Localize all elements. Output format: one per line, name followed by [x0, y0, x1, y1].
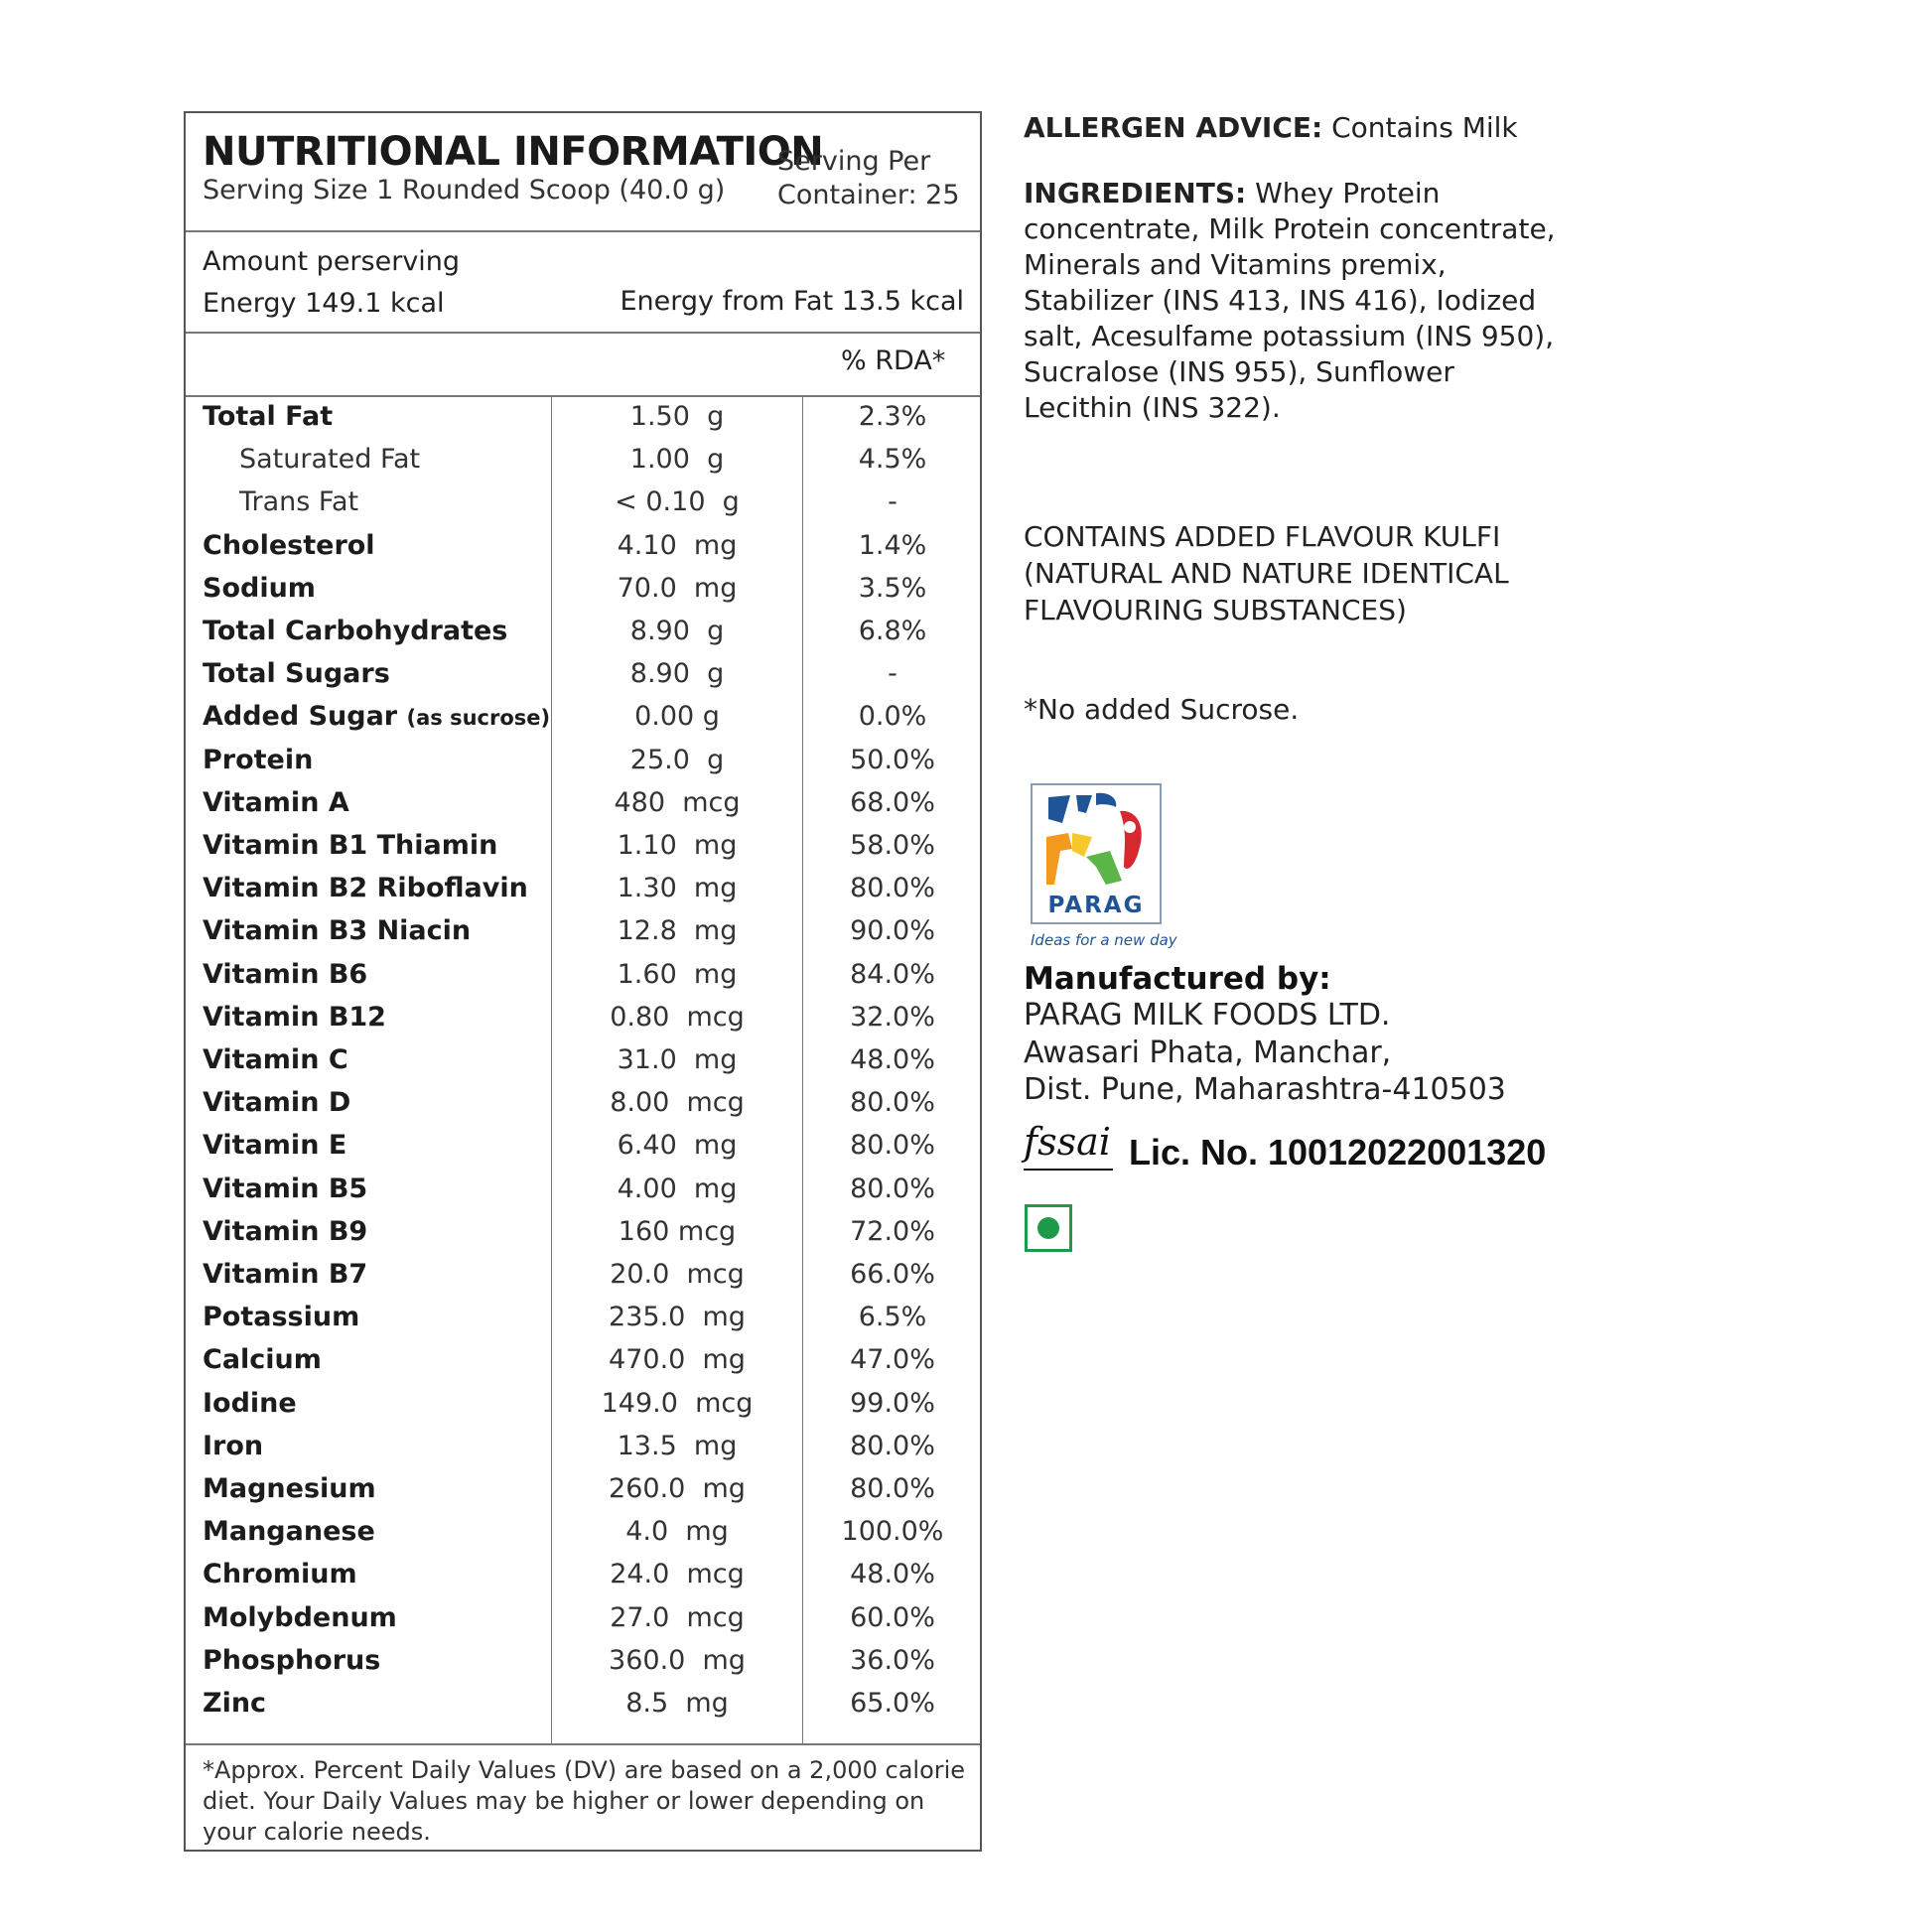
vegetarian-dot	[1037, 1217, 1059, 1239]
nutrient-amount: 0.80 mcg	[610, 1001, 745, 1033]
nutrient-name-text: Molybdenum	[203, 1601, 397, 1633]
nutrient-name-text: Vitamin B9	[203, 1215, 368, 1247]
nutrient-name	[203, 824, 497, 867]
nutrient-amount: 160 mcg	[618, 1215, 737, 1247]
nutrient-rda: 0.0%	[858, 701, 927, 733]
nutrient-name-text: Manganese	[203, 1516, 375, 1548]
nutrient-amount: 1.10 mg	[617, 830, 738, 861]
nutrient-row	[186, 1639, 980, 1682]
nutrient-amount: 1.30 mg	[617, 873, 738, 904]
nutrient-amount: 360.0 mg	[609, 1644, 746, 1676]
nutrient-name-text: Vitamin B6	[203, 958, 368, 990]
nutrient-row	[186, 695, 980, 738]
flavour-note: CONTAINS ADDED FLAVOUR KULFI (NATURAL AND NATURE IDENTICAL FLAVOURING SUBSTANCES)	[1024, 520, 1509, 626]
allergen-advice	[1024, 111, 1518, 144]
nutrient-name	[203, 1253, 367, 1296]
nutrient-name	[203, 781, 349, 824]
nutrient-name	[203, 909, 471, 952]
nutrient-name-text: Calcium	[203, 1344, 322, 1376]
nutrient-rda: 80.0%	[850, 1473, 935, 1504]
nutrient-rda: 32.0%	[850, 1001, 935, 1033]
nutrient-name-text: Vitamin A	[203, 786, 349, 818]
nutrient-name	[203, 1425, 263, 1467]
nutrient-rda: 80.0%	[850, 1430, 935, 1461]
allergen-label: ALLERGEN ADVICE:	[1024, 111, 1323, 144]
nutrient-row	[186, 1596, 980, 1639]
nutrient-name	[203, 524, 375, 567]
nutrient-rda: 68.0%	[850, 786, 935, 818]
nutrient-name	[203, 1682, 266, 1725]
manufacturer-label: Manufactured by:	[1024, 961, 1331, 997]
sucrose-note: *No added Sucrose.	[1024, 693, 1300, 726]
rda-column-header: % RDA*	[841, 345, 946, 376]
nutrient-rda: 72.0%	[850, 1215, 935, 1247]
rda-header-row	[186, 332, 980, 397]
nutrient-amount: 260.0 mg	[609, 1473, 746, 1504]
nutrient-amount: 12.8 mg	[617, 915, 738, 947]
energy-from-fat: Energy from Fat 13.5 kcal	[620, 286, 964, 317]
nutrient-name	[203, 996, 386, 1038]
servings-per-line1: Serving Per	[777, 146, 931, 177]
nutrient-name	[203, 739, 313, 781]
fssai-underline	[1024, 1169, 1113, 1171]
nutrient-row	[186, 481, 980, 523]
nutrient-name	[203, 395, 333, 438]
nutrient-amount: 4.00 mg	[617, 1173, 738, 1204]
nutrient-name	[203, 953, 367, 996]
nutrient-row	[186, 1038, 980, 1081]
nutrient-name	[203, 1296, 359, 1338]
nutrient-name	[203, 867, 528, 909]
nutrient-row	[186, 652, 980, 695]
nutrient-rda: -	[888, 486, 897, 518]
nutrient-name	[203, 1382, 297, 1425]
nutrition-panel	[184, 111, 982, 1852]
nutrient-name	[203, 1467, 376, 1510]
nutrient-name-text: Total Fat	[203, 401, 334, 432]
nutrient-name-text: Vitamin B2 Riboflavin	[203, 873, 528, 904]
manufacturer-address-line2: Dist. Pune, Maharashtra-410503	[1024, 1072, 1506, 1107]
nutrient-name-text: Vitamin B1 Thiamin	[203, 830, 498, 861]
nutrient-name-text: Added Sugar	[203, 701, 398, 733]
nutrient-row	[186, 1168, 980, 1210]
nutrient-name	[239, 481, 358, 523]
brand-tagline: Ideas for a new day	[1031, 931, 1177, 949]
nutrient-amount: 20.0 mcg	[610, 1259, 745, 1290]
amount-section	[186, 230, 980, 334]
nutrient-amount: 8.90 g	[629, 616, 725, 646]
servings-per-container	[777, 145, 960, 212]
nutrient-name	[203, 1038, 348, 1081]
nutrient-name	[239, 438, 420, 481]
nutrient-amount: 4.0 mg	[625, 1516, 729, 1548]
nutrient-rda: 36.0%	[850, 1644, 935, 1676]
nutrient-name-text: Protein	[203, 744, 314, 775]
nutrient-row	[186, 610, 980, 652]
nutrient-name-text: Vitamin D	[203, 1087, 351, 1119]
nutrient-amount: 8.5 mg	[625, 1688, 729, 1719]
nutrient-rda: 48.0%	[850, 1559, 935, 1590]
nutrient-row	[186, 909, 980, 952]
energy-value: Energy 149.1 kcal	[203, 288, 445, 319]
nutrient-amount: 24.0 mcg	[610, 1559, 745, 1590]
nutrient-name-text: Sodium	[203, 572, 316, 604]
nutrient-row	[186, 1338, 980, 1381]
nutrient-rda: 47.0%	[850, 1344, 935, 1376]
nutrient-row	[186, 867, 980, 909]
nutrient-name-text: Vitamin E	[203, 1130, 347, 1162]
nutrient-row	[186, 524, 980, 567]
ingredients	[1024, 176, 1560, 426]
rda-footnote: *Approx. Percent Daily Values (DV) are based on a 2,000 calorie diet. Your Daily Values may be higher or lower depending on your calorie needs.	[203, 1756, 966, 1846]
panel-title: NUTRITIONAL INFORMATION	[203, 129, 824, 175]
nutrient-row	[186, 1510, 980, 1553]
nutrient-name-text: Saturated Fat	[239, 444, 421, 476]
nutrient-amount: 235.0 mg	[609, 1302, 746, 1333]
nutrient-name	[203, 1596, 397, 1639]
nutrient-name-text: Vitamin B5	[203, 1173, 368, 1204]
nutrient-rda: 99.0%	[850, 1387, 935, 1419]
nutrient-row	[186, 781, 980, 824]
nutrient-rda: 6.5%	[858, 1302, 927, 1333]
nutrient-row	[186, 438, 980, 481]
nutrient-row	[186, 395, 980, 438]
nutrient-rda: 90.0%	[850, 915, 935, 947]
nutrient-rda: 48.0%	[850, 1044, 935, 1075]
nutrient-amount: 1.60 mg	[617, 958, 738, 990]
nutrient-name-text: Magnesium	[203, 1473, 376, 1504]
nutrient-name-qualifier: (as sucrose)	[406, 706, 551, 731]
nutrient-row	[186, 1467, 980, 1510]
nutrient-name-text: Vitamin B3 Niacin	[203, 915, 472, 947]
nutrient-row	[186, 824, 980, 867]
nutrient-amount: 8.90 g	[629, 658, 725, 690]
nutrient-row	[186, 1425, 980, 1467]
nutrient-name-text: Iodine	[203, 1387, 297, 1419]
manufacturer-address-line1: Awasari Phata, Manchar,	[1024, 1035, 1392, 1070]
nutrient-name-text: Phosphorus	[203, 1644, 381, 1676]
nutrient-amount: 480 mcg	[614, 786, 741, 818]
nutrient-row	[186, 1296, 980, 1338]
nutrient-name-text: Potassium	[203, 1302, 360, 1333]
nutrient-name-text: Trans Fat	[239, 486, 359, 518]
nutrient-row	[186, 1210, 980, 1253]
nutrient-rda: 65.0%	[850, 1688, 935, 1719]
vegetarian-mark-icon	[1025, 1204, 1072, 1252]
servings-per-line2: Container: 25	[777, 180, 960, 210]
nutrient-table	[186, 395, 980, 1743]
nutrient-rda: 80.0%	[850, 873, 935, 904]
nutrient-name	[203, 610, 507, 652]
nutrient-rda: 1.4%	[858, 529, 927, 561]
nutrient-name-text: Total Sugars	[203, 658, 390, 690]
nutrient-amount: 27.0 mcg	[610, 1601, 745, 1633]
nutrient-amount: 31.0 mg	[617, 1044, 738, 1075]
nutrient-name	[203, 1639, 380, 1682]
nutrient-amount: 149.0 mcg	[601, 1387, 754, 1419]
nutrient-name	[203, 567, 316, 610]
nutrient-rda: 84.0%	[850, 958, 935, 990]
nutrient-amount: 25.0 g	[629, 744, 725, 775]
nutrient-row	[186, 953, 980, 996]
nutrient-amount: 6.40 mg	[617, 1130, 738, 1162]
nutrient-rda: 50.0%	[850, 744, 935, 775]
nutrient-name	[203, 1553, 357, 1595]
nutrient-name	[203, 652, 390, 695]
nutrient-amount: 8.00 mcg	[610, 1087, 745, 1119]
nutrient-rda: 100.0%	[841, 1516, 944, 1548]
nutrient-name-text: Zinc	[203, 1688, 267, 1719]
nutrient-rda: 80.0%	[850, 1130, 935, 1162]
nutrient-name	[203, 1081, 350, 1124]
footnote-section	[186, 1743, 980, 1850]
nutrient-rda: 60.0%	[850, 1601, 935, 1633]
nutrient-row	[186, 1253, 980, 1296]
panel-header	[186, 113, 980, 232]
nutrient-rda: 6.8%	[858, 616, 927, 646]
parag-logo	[1031, 783, 1162, 924]
nutrient-row	[186, 996, 980, 1038]
nutrient-rda: -	[888, 658, 897, 690]
fssai-logo: fssai	[1024, 1120, 1111, 1164]
nutrient-name-text: Chromium	[203, 1559, 357, 1590]
fssai-license-number: Lic. No. 10012022001320	[1129, 1132, 1547, 1173]
nutrient-name	[203, 1338, 322, 1381]
nutrient-rda: 66.0%	[850, 1259, 935, 1290]
nutrient-name	[203, 695, 550, 740]
serving-size: Serving Size 1 Rounded Scoop (40.0 g)	[203, 175, 726, 206]
nutrient-amount: 1.00 g	[629, 444, 725, 476]
nutrient-rda: 3.5%	[858, 572, 927, 604]
nutrient-name-text: Vitamin B7	[203, 1259, 368, 1290]
allergen-text: Contains Milk	[1322, 111, 1518, 144]
nutrient-name	[203, 1124, 346, 1167]
nutrient-name	[203, 1210, 367, 1253]
parag-logo-icon	[1033, 785, 1160, 895]
nutrient-row	[186, 567, 980, 610]
nutrient-amount: 70.0 mg	[617, 572, 738, 604]
ingredients-label: INGREDIENTS:	[1024, 177, 1247, 209]
nutrient-row	[186, 1081, 980, 1124]
nutrient-amount: 0.00 g	[634, 701, 720, 733]
nutrient-rda: 80.0%	[850, 1087, 935, 1119]
nutrient-row	[186, 1682, 980, 1725]
nutrient-row	[186, 1124, 980, 1167]
nutrient-name-text: Total Carbohydrates	[203, 616, 508, 646]
nutrient-amount: < 0.10 g	[615, 486, 740, 518]
nutrient-name-text: Iron	[203, 1430, 264, 1461]
nutrient-rda: 80.0%	[850, 1173, 935, 1204]
nutrient-name-text: Vitamin B12	[203, 1001, 386, 1033]
nutrient-row	[186, 1382, 980, 1425]
amount-per-serving-label: Amount perserving	[203, 246, 461, 277]
nutrient-row	[186, 739, 980, 781]
nutrient-amount: 470.0 mg	[609, 1344, 746, 1376]
nutrient-rda: 2.3%	[858, 401, 927, 432]
nutrient-name-text: Vitamin C	[203, 1044, 348, 1075]
nutrient-rda: 4.5%	[858, 444, 927, 476]
nutrient-amount: 4.10 mg	[617, 529, 738, 561]
nutrient-rda: 58.0%	[850, 830, 935, 861]
nutrient-row	[186, 1553, 980, 1595]
manufacturer-name: PARAG MILK FOODS LTD.	[1024, 998, 1391, 1033]
nutrient-amount: 13.5 mg	[617, 1430, 738, 1461]
nutrient-name	[203, 1510, 375, 1553]
ingredients-text: Whey Protein concentrate, Milk Protein concentrate, Minerals and Vitamins premix, Stabilizer (INS 413, INS 416), Iodized salt, Acesulfame potassium (INS 950), Sucralose (INS 955), Sunflower Lecithin (INS 322).	[1024, 177, 1556, 424]
nutrient-name	[203, 1168, 367, 1210]
nutrient-amount: 1.50 g	[629, 401, 725, 432]
logo-wordmark: PARAG	[1047, 893, 1145, 918]
nutrient-name-text: Cholesterol	[203, 529, 375, 561]
